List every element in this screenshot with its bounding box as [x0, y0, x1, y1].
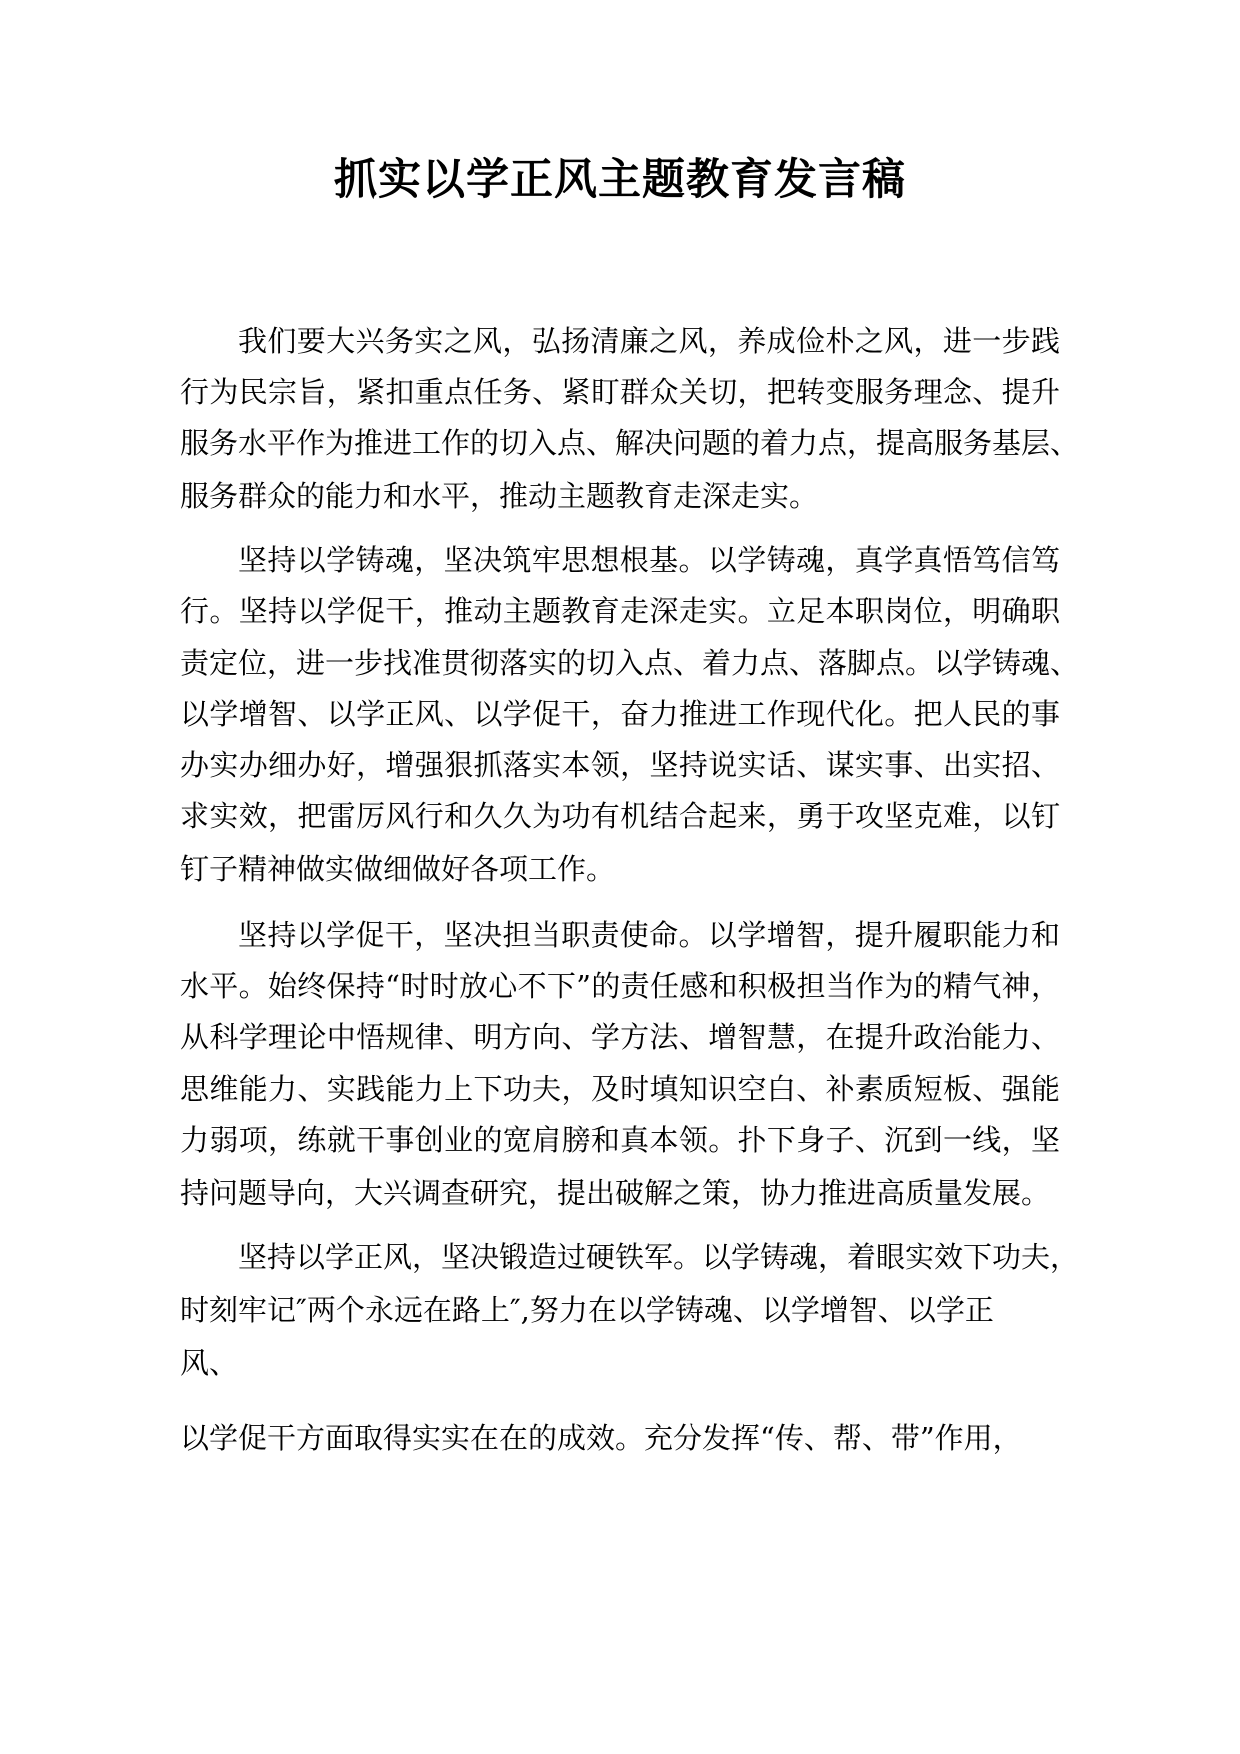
paragraph-line: 坚持以学促干，坚决担当职责使命。以学增智，提升履职能力和 [238, 918, 1060, 952]
paragraph-line: 求实效，把雷厉风行和久久为功有机结合起来，勇于攻坚克难，以钉 [180, 799, 1060, 833]
paragraph-line: 行。坚持以学促干，推动主题教育走深走实。立足本职岗位，明确职 [180, 594, 1060, 628]
paragraph-line: 力弱项，练就干事创业的宽肩膀和真本领。扑下身子、沉到一线，坚 [180, 1123, 1060, 1157]
paragraph-line: 持问题导向，大兴调查研究，提出破解之策，协力推进高质量发展。 [180, 1176, 1051, 1210]
paragraph-line: 思维能力、实践能力上下功夫，及时填知识空白、补素质短板、强能 [180, 1072, 1060, 1106]
paragraph-line: 坚持以学正风，坚决锻造过硬铁军。以学铸魂，着眼实效下功夫， [238, 1240, 1080, 1274]
paragraph-line: 行为民宗旨，紧扣重点任务、紧盯群众关切，把转变服务理念、提升 [180, 375, 1060, 409]
paragraph-line: 水平。始终保持“时时放心不下”的责任感和积极担当作为的精气神， [180, 969, 1060, 1003]
paragraph-line: 时刻牢记″两个永远在路上″,努力在以学铸魂、以学增智、以学正 [180, 1293, 994, 1327]
paragraph-line: 服务水平作为推进工作的切入点、解决问题的着力点，提高服务基层、 [180, 426, 1080, 460]
paragraph-line: 风、 [180, 1346, 239, 1380]
document-title: 抓实以学正风主题教育发言稿 [334, 155, 906, 205]
paragraph-line: 坚持以学铸魂，坚决筑牢思想根基。以学铸魂，真学真悟笃信笃 [238, 543, 1060, 577]
paragraph-line: 从科学理论中悟规律、明方向、学方法、增智慧，在提升政治能力、 [180, 1020, 1060, 1054]
paragraph-line: 以学促干方面取得实实在在的成效。充分发挥“传、帮、带”作用， [180, 1421, 1022, 1455]
paragraph-line: 钉子精神做实做细做好各项工作。 [180, 852, 616, 886]
paragraph-line: 我们要大兴务实之风，弘扬清廉之风，养成俭朴之风，进一步践 [238, 324, 1060, 358]
paragraph-line: 办实办细办好，增强狠抓落实本领，坚持说实话、谋实事、出实招、 [180, 748, 1060, 782]
paragraph-line: 服务群众的能力和水平，推动主题教育走深走实。 [180, 479, 819, 513]
paragraph-line: 责定位，进一步找准贯彻落实的切入点、着力点、落脚点。以学铸魂、 [180, 646, 1080, 680]
paragraph-line: 以学增智、以学正风、以学促干，奋力推进工作现代化。把人民的事 [180, 697, 1060, 731]
